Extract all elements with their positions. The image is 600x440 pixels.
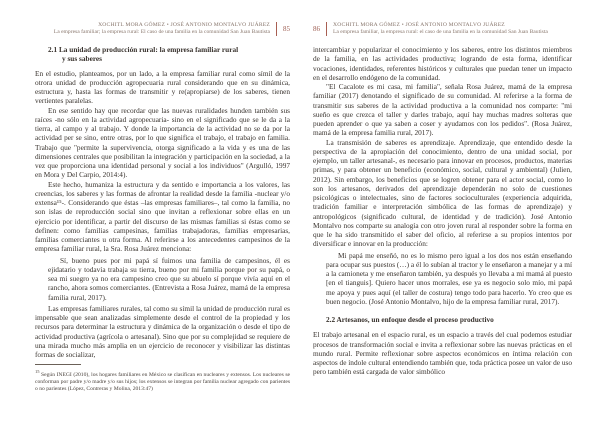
- paragraph: "El Cacalote es mi casa, mi familia", señala Rosa Juárez, mamá de la empresa familiar (2017) denotando el significado de su comunidad. Al referirse a la forma de transmitir sus saberes de la actividad productiva a la comunidad nos comparte: "mi sueño es que crezca el taller y darles trabajo, aquí hay muchas madres solteras que pueden aprender o que ya saben a coser y ayudamos con los pedidos". (Rosa Juárez, mamá de la empresa familia rural, 2017).: [313, 82, 572, 138]
- footnote-text: Según INEGI (2010), los hogares familiares en México se clasifican en nucleares y extensos. Los nucleares se conforman por padre y/o madre y/o sus hijos; los extensos se integran por familia nuclear agregado con parientes o no parientes (López, Contreras y Molina, 2013:47): [35, 372, 290, 393]
- section-heading-line1: 2.1 La unidad de producción rural: la empresa familiar rural: [48, 45, 239, 54]
- footnote: [35, 368, 290, 393]
- page-number: 86: [313, 25, 320, 33]
- running-head-authors: XOCHITL MORA GÓMEZ • JOSÉ ANTONIO MONTALVO JUÁREZ: [333, 22, 505, 28]
- running-head-right: [313, 22, 572, 36]
- interview-quote: Sí, bueno pues por mi papá sí fuimos una familia de campesinos, él es ejidatario y todavía trabaja su tierra, bueno por mi familia porque por su papá, o sea mi suegro ya no era campesino creo que su abuelo sí porque vivía aquí en el rancho, ahora somos comerciantes. (Entrevista a Rosa Juárez, mamá de la empresa familia rural, 2017).: [48, 255, 290, 302]
- paragraph: En ese sentido hay que recordar que las nuevas ruralidades hunden también sus raíces -no sólo en la actividad agropecuaria- sino en el significado que se le da a la tierra, al campo y al trabajo. Y donde la importancia de la actividad no se da por la actividad per se sino, entre otras, por lo que significa el trabajo, el trabajo en familia. Trabajo que "permite la supervivencia, otorga significado a la vida y es una de las dimensiones centrales que posibilitan la integración y participación en la sociedad, a la vez que proporciona una identidad personal y social a los individuos" (Argulló, 1997 en Mora y Del Carpio, 2014:4).: [35, 105, 290, 180]
- paragraph: En el estudio, planteamos, por un lado, a la empresa familiar rural como símil de la otrora unidad de producción agropecuaria rural considerando que en su dinámica, estructura y, hasta las formas de transmitir y re(apropiarse) de los saberes, tienen vertientes paralelas.: [35, 68, 290, 106]
- footnote-marker: 15: [35, 369, 40, 375]
- paragraph: El trabajo artesanal en el espacio rural, es un espacio a través del cual podemos estudiar procesos de transformación social e invita a reflexionar sobre las nuevas prácticas en el mundo rural. Permite reflexionar sobre aspectos económicos en íntima relación con aspectos de índole cultural entendiendo también que, toda práctica posee un valor de uso pero también está cargada de valor simbólico: [313, 330, 572, 377]
- footnote-separator: [35, 364, 81, 365]
- running-head-text: [333, 22, 548, 36]
- running-head-text: [54, 22, 270, 36]
- paragraph: Las empresas familiares rurales, tal como su símil la unidad de producción rural es impensable que sean analizadas simplemente desde el control de la propiedad y los recursos para determinar la estructura y dinámica de la organización o desde el tipo de actividad productiva (agrícola o artesanal). Sino que por su complejidad se requiere de una mirada mucho más amplia en un ejercicio de reconocer y visibilizar las distintas formas de socializar,: [35, 303, 290, 359]
- running-head-authors: XOCHITL MORA GÓMEZ • JOSÉ ANTONIO MONTALVO JUÁREZ: [98, 22, 270, 28]
- header-divider-bar: [276, 22, 277, 36]
- section-heading-line2: y sus saberes: [62, 54, 103, 64]
- paragraph: La transmisión de saberes es aprendizaje. Aprendizaje, que entendido desde la perspectiva de la apropiación del conocimiento, dentro de una unidad social, por ejemplo, un taller artesanal-, es necesario para innovar en procesos, productos, materias primas, y para obtener un beneficio (económico, social, cultural y ambiental) (Julien, 2012). Sin embargo, los beneficios que se logren obtener para el actor social, como lo son los artesanos, derivados del aprendizaje dependerán no solo de cuestiones psicológicas o intelectuales, sino de factores socioculturales (experiencia adquirida, tradición familiar e interpretación simbólica de las formas de aprendizaje) y antropológicos (significado cultural, de identidad y de tradición). José Antonio Montalvo nos comparte su analogía con otro joven rural al responder sobre la forma en que le ha sido transmitido el saber del oficio, al referirse a su propios intentos por diversificar e innovar en la producción:: [313, 137, 572, 249]
- page-number: 85: [283, 25, 290, 33]
- paragraph: intercambiar y popularizar el conocimiento y los saberes, entre los distintos miembros de la familia, en las actividades productiva; logrando de esta forma, identificar vocaciones, identidades, referentes históricos y culturales que puedan tener un impacto en el desarrollo endógeno de la comunidad.: [313, 45, 572, 82]
- running-head-left: [35, 22, 290, 36]
- header-divider-bar: [326, 22, 327, 36]
- interview-quote: Mi papá me enseñó, no es lo mismo pero igual a los dos nos están enseñando para ocupar sus puestos (…) a él lo subían al tractor y le enseñaron a manejar y a mí a la camioneta y me enseñaron también, ya después yo llevaba a mi mamá al puesto [en el tianguis]. Quiero hacer unos morrales, ese ya es negocio solo mío, mi papá me apoya y pues aquí (el taller de costura) tengo todo para hacerlo. Yo creo que es buen negocio. (José Antonio Montalvo, hijo de la empresa familiar rural, 2017).: [326, 250, 572, 306]
- running-head-subtitle: La empresa familiar; la empresa rural: El caso de una familia en la comunidad San Juan Bautista: [53, 29, 270, 35]
- paragraph: Este hecho, humaniza la estructura y da sentido e importancia a los valores, las creencias, los saberes y las formas de afrontar la realidad desde la familia -nuclear y/o extensa¹⁵-. Considerando que éstas –las empresas familiares–, tal como la familia, no son islas de reproducción social sino que invitan a reflexionar sobre ellas en un ejercicio por identificar, a partir del discurso de las mismas familias si éstas como se definen: como familias campesinas, familias trabajadoras, familias empresarias, familias comerciantes u otra forma. Al referirse a los antecedentes campesinos de la empresa familiar rural, la Sra. Rosa Juárez menciona:: [35, 179, 290, 254]
- left-page-body: [35, 45, 290, 393]
- page-right: [300, 0, 600, 440]
- right-page-body: [313, 45, 572, 377]
- running-head-subtitle: La empresa familiar, la empresa rural: el caso de una familia en la comunidad San Juan Bautista: [333, 29, 548, 35]
- section-heading-2-1: [35, 45, 290, 64]
- section-heading-2-2: 2.2 Artesanos, un enfoque desde el proceso productivo: [326, 315, 494, 324]
